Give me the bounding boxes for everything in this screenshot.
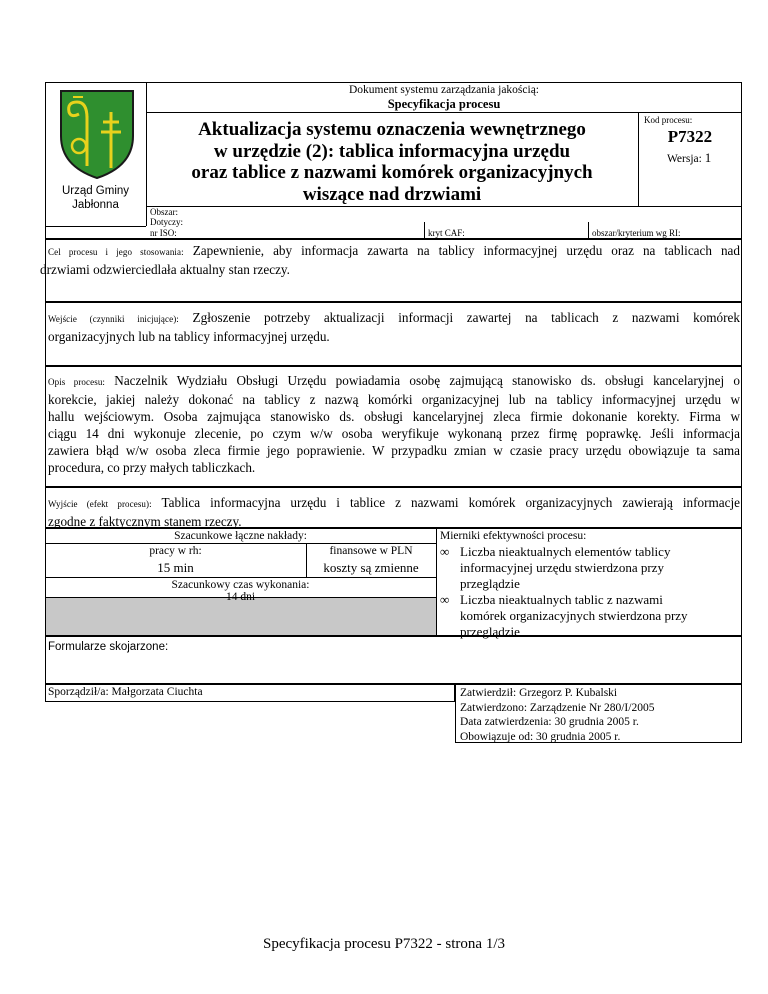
- version: [667, 150, 711, 166]
- crest-shield-icon: [57, 88, 137, 180]
- costs-metrics-divider: [436, 528, 437, 636]
- output-label: Wyjście (efekt procesu):: [48, 499, 152, 509]
- prepared-by: Sporządził/a: Małgorzata Ciuchta: [48, 686, 203, 698]
- version-label: Wersja:: [667, 153, 702, 165]
- purpose-line-1: Zapewnienie, aby informacja zawarta na tablicy informacyjnej urzędu oraz na tablicach nad: [192, 243, 740, 258]
- description-label: Opis procesu:: [48, 377, 106, 387]
- purpose-text: [40, 242, 740, 278]
- input-line-2: organizacyjnych lub na tablicy informacyjnej urzędu.: [48, 329, 330, 344]
- title-line-1: Aktualizacja systemu oznaczenia wewnętrznego: [198, 119, 586, 140]
- office-name-line-2: Jabłonna: [72, 199, 119, 211]
- doc-type-divider: [146, 112, 742, 113]
- office-name: [47, 184, 144, 212]
- title-line-2: w urzędzie (2): tablica informacyjna urzędu: [213, 140, 571, 162]
- forms-label: Formularze skojarzone:: [48, 641, 169, 653]
- ri-divider: [588, 222, 589, 239]
- time-label: Szacunkowy czas wykonania:: [171, 579, 310, 591]
- caf-label: kryt CAF:: [428, 228, 465, 238]
- code-box-divider: [638, 112, 639, 206]
- metric-item-2: [440, 592, 740, 640]
- process-title: [150, 119, 634, 205]
- page-footer: Specyfikacja procesu P7322 - strona 1/3: [262, 936, 506, 952]
- costs-row-divider: [45, 543, 436, 544]
- caf-divider: [424, 222, 425, 239]
- approval-lines: [460, 686, 654, 744]
- description-line-6: procedura, co przy małych tabliczkach.: [48, 460, 256, 475]
- metric-bullet-2: ∞: [440, 592, 450, 607]
- concerns-label: Dotyczy:: [150, 217, 183, 227]
- input-label: Wejście (czynniki inicjujące):: [48, 314, 179, 324]
- purpose-line-2: drzwiami odzwierciedlała aktualny stan rzeczy.: [40, 262, 290, 277]
- output-line-1: Tablica informacyjna urzędu i tablice z nazwami komórek organizacyjnych zawierają informacje: [161, 495, 740, 510]
- finance-value: koszty są zmienne: [323, 560, 419, 575]
- doc-type-title: Specyfikacja procesu: [387, 97, 501, 111]
- iso-label: nr ISO:: [150, 228, 177, 238]
- description-line-5: zawiera błąd w/w osoba zleca firmie jego poprawienie. W przypadku zmian w czasie pracy urzędu obowiązuje ta sama: [48, 443, 740, 458]
- metric-item-1: [440, 544, 740, 592]
- process-code: P7322: [667, 127, 713, 146]
- output-text: [48, 494, 740, 530]
- metric-2-line-2: komórek organizacyjnych stwierdzona przy: [460, 608, 688, 623]
- work-value: 15 min: [157, 560, 194, 575]
- description-line-3: hallu wejściowym. Osoba zajmująca stanowisko ds. obsługi kancelaryjnej zleca firmie dokonanie korekty. Firma w: [48, 409, 740, 424]
- approved-with: Zatwierdzono: Zarządzenie Nr 280/I/2005: [460, 701, 655, 714]
- approval-date: Data zatwierdzenia: 30 grudnia 2005 r.: [460, 716, 639, 728]
- metric-1-line-3: przeglądzie: [460, 576, 520, 591]
- output-line-2: zgodne z faktycznym stanem rzeczy.: [48, 514, 242, 529]
- title-line-4: wiszące nad drzwiami: [302, 183, 482, 205]
- time-value: 14 dni: [225, 591, 256, 603]
- input-text: [48, 309, 740, 345]
- metric-1-line-2: informacyjnej urzędu stwierdzona przy: [460, 560, 664, 575]
- description-line-2: korekcie, jakiej należy dokonać na tablicy z nazwą komórki organizacyjnej lub na tablicy informacyjnej urzędu w: [48, 392, 740, 407]
- input-line-1: Zgłoszenie potrzeby aktualizacji informacji zawartej na tablicach z nazwami komórek: [192, 310, 740, 325]
- description-line-1: Naczelnik Wydziału Obsługi Urzędu powiadamia osobę zajmującą stanowisko ds. obsługi kancelaryjnej o: [114, 373, 740, 388]
- costs-time-divider: [45, 577, 436, 578]
- metric-1-line-1: Liczba nieaktualnych elementów tablicy: [460, 544, 671, 559]
- office-name-line-1: Urząd Gminy: [61, 185, 130, 197]
- doc-system-label: Dokument systemu zarządzania jakością:: [349, 84, 539, 96]
- costs-gray-area: [46, 598, 436, 635]
- effective-from: Obowiązuje od: 30 grudnia 2005 r.: [460, 730, 621, 743]
- metric-2-line-3: przeglądzie: [460, 624, 520, 639]
- total-costs-label: Szacunkowe łączne nakłady:: [174, 530, 307, 542]
- work-label: pracy w rh:: [149, 545, 202, 557]
- area-label: Obszar:: [150, 207, 178, 217]
- area-divider: [146, 206, 742, 207]
- finance-label: finansowe w PLN: [329, 545, 413, 557]
- metric-2-line-1: Liczba nieaktualnych tablic z nazwami: [460, 592, 663, 607]
- version-value: 1: [704, 150, 712, 165]
- process-code-label: Kod procesu:: [644, 115, 693, 125]
- approved-by: Zatwierdził: Grzegorz P. Kubalski: [460, 687, 618, 699]
- metrics-label: Mierniki efektywności procesu:: [440, 530, 587, 542]
- purpose-label: Cel procesu i jego stosowania:: [48, 247, 184, 257]
- ri-label: obszar/kryterium wg RI:: [592, 228, 681, 238]
- description-line-4: ciągu 14 dni wykonuje zlecenie, po czym w/w osoba weryfikuje wykonaną przez firmę poprawkę. Jeśli informacja: [48, 426, 740, 441]
- iso-row-divider: [45, 226, 146, 227]
- metric-bullet-1: ∞: [440, 544, 450, 559]
- municipality-crest: [57, 88, 137, 180]
- description-text: [48, 372, 740, 476]
- title-line-3: oraz tablice z nazwami komórek organizacyjnych: [191, 162, 593, 183]
